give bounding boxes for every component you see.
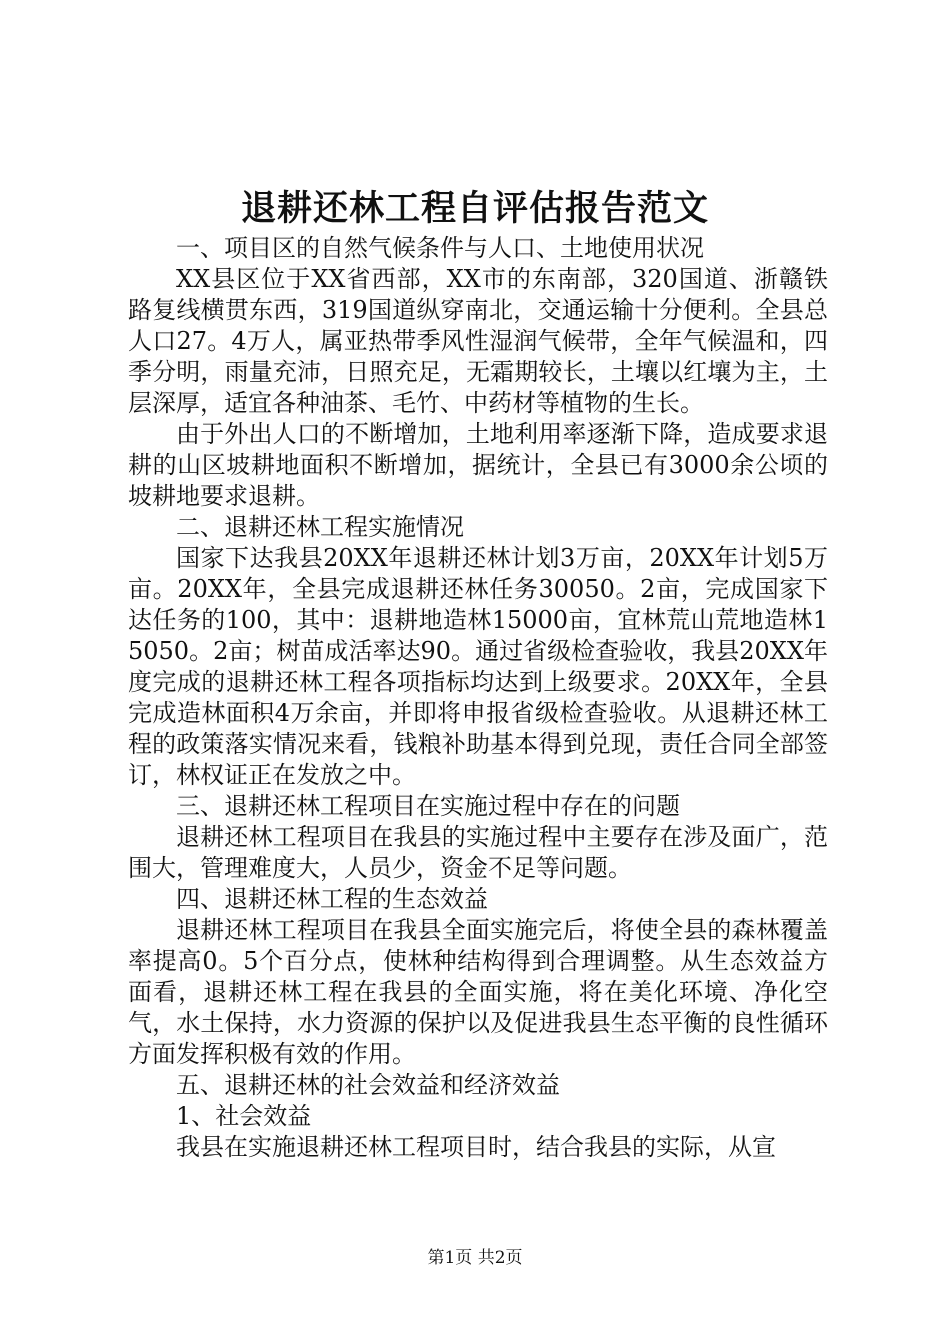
paragraph-location: XX县区位于XX省西部，XX市的东南部，320国道、浙赣铁路复线横贯东西，319国道纵穿南北，交通运输十分便利。全县总人口27。4万人，属亚热带季风性湿润气候带，全年气候温和，四季分明，雨量充沛，日照充足，无霜期较长，土壤以红壤为主，土层深厚，适宜各种油茶、毛竹、中药材等植物的生长。 [128,265,828,417]
paragraph-social-benefit: 我县在实施退耕还林工程项目时，结合我县的实际，从宣 [176,1133,776,1161]
heading-section-4: 四、退耕还林工程的生态效益 [176,885,488,913]
heading-section-2: 二、退耕还林工程实施情况 [176,513,464,541]
document-body [128,233,828,1163]
subheading-social-benefit: 1、社会效益 [176,1102,312,1130]
heading-section-1: 一、项目区的自然气候条件与人口、土地使用状况 [176,234,704,262]
paragraph-implementation: 国家下达我县20XX年退耕还林计划3万亩，20XX年计划5万亩。20XX年，全县完成退耕还林任务30050。2亩，完成国家下达任务的100，其中：退耕地造林15000亩，宜林荒山荒地造林15050。2亩；树苗成活率达90。通过省级检查验收，我县20XX年度完成的退耕还林工程各项指标均达到上级要求。20XX年，全县完成造林面积4万余亩，并即将申报省级检查验收。从退耕还林工程的政策落实情况来看，钱粮补助基本得到兑现，责任合同全部签订，林权证正在发放之中。 [128,544,828,789]
document-title: 退耕还林工程自评估报告范文 [240,189,709,229]
paragraph-ecological-benefit: 退耕还林工程项目在我县全面实施完后，将使全县的森林覆盖率提高0。5个百分点，使林种结构得到合理调整。从生态效益方面看，退耕还林工程在我县的全面实施，将在美化环境、净化空气，水土保持，水力资源的保护以及促进我县生态平衡的良性循环方面发挥积极有效的作用。 [128,916,828,1068]
page-number-footer: 第1页 共2页 [427,1248,523,1268]
paragraph-land-use: 由于外出人口的不断增加，土地利用率逐渐下降，造成要求退耕的山区坡耕地面积不断增加，据统计，全县已有3000余公顷的坡耕地要求退耕。 [128,420,828,510]
heading-section-5: 五、退耕还林的社会效益和经济效益 [176,1071,560,1099]
heading-section-3: 三、退耕还林工程项目在实施过程中存在的问题 [176,792,680,820]
paragraph-problems: 退耕还林工程项目在我县的实施过程中主要存在涉及面广，范围大，管理难度大，人员少，资金不足等问题。 [128,823,828,882]
